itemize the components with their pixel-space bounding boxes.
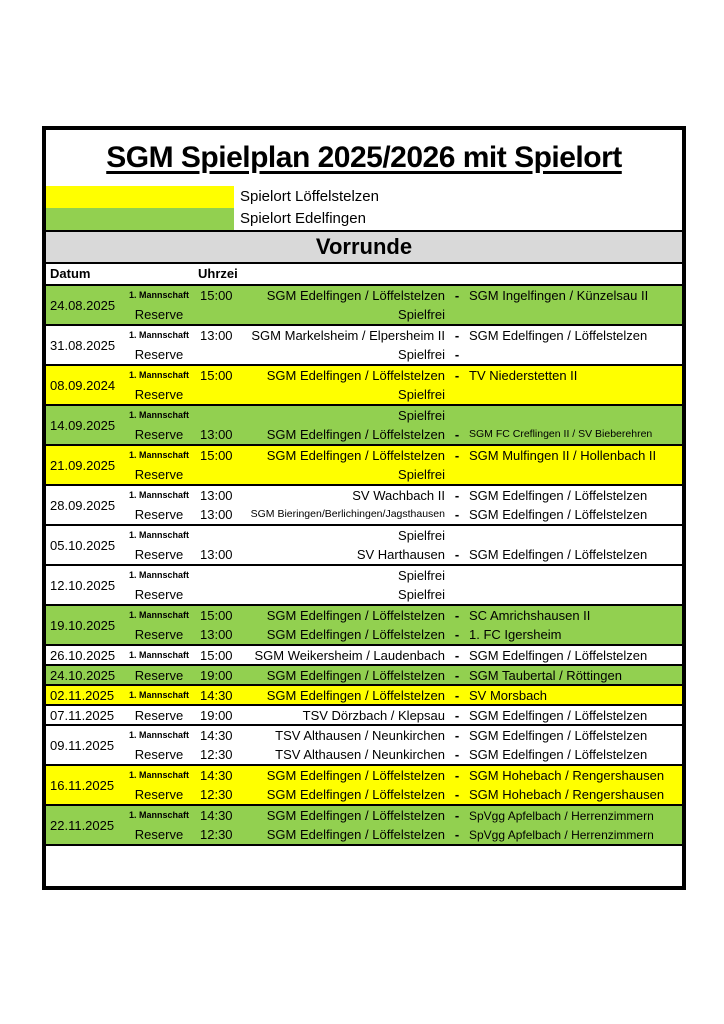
- away-team: SGM Taubertal / Röttingen: [469, 667, 622, 683]
- match-line: [124, 766, 682, 785]
- match-line: [124, 625, 682, 644]
- home-team: SGM Edelfingen / Löffelstelzen: [266, 627, 445, 642]
- home-team: SGM Edelfingen / Löffelstelzen: [266, 608, 445, 623]
- away-team: SGM Edelfingen / Löffelstelzen: [469, 328, 648, 343]
- match-date: 14.09.2025: [50, 417, 116, 433]
- home-team: SGM Edelfingen / Löffelstelzen: [266, 667, 445, 683]
- empty-footer-row: [46, 844, 682, 886]
- kickoff-time: 14:30: [200, 768, 233, 783]
- schedule-group: [46, 404, 682, 444]
- team-label-reserve: Reserve: [134, 507, 184, 522]
- match-line: [124, 505, 682, 524]
- match-lines: [124, 686, 682, 704]
- home-team: SGM Edelfingen / Löffelstelzen: [266, 808, 445, 823]
- home-team: Spielfrei: [398, 408, 445, 423]
- match-lines: [124, 486, 682, 524]
- schedule-group: [46, 286, 682, 324]
- team-label-reserve: Reserve: [134, 547, 184, 562]
- team-label-first: 1. Mannschaft: [128, 810, 189, 820]
- match-lines: [124, 406, 682, 444]
- team-label-reserve: Reserve: [134, 747, 184, 762]
- match-date: 21.09.2025: [50, 457, 116, 473]
- match-date: 12.10.2025: [50, 577, 116, 593]
- kickoff-time: 12:30: [200, 787, 233, 802]
- away-team: SGM Edelfingen / Löffelstelzen: [469, 728, 648, 743]
- match-date: 05.10.2025: [50, 537, 116, 553]
- away-team: SGM Edelfingen / Löffelstelzen: [469, 747, 648, 762]
- match-date: 26.10.2025: [50, 647, 116, 663]
- kickoff-time: 12:30: [200, 827, 233, 842]
- home-team: TSV Althausen / Neunkirchen: [275, 747, 445, 762]
- kickoff-time: 13:00: [200, 507, 233, 522]
- away-team: SpVgg Apfelbach / Herrenzimmern: [469, 808, 654, 823]
- kickoff-time: 14:30: [200, 687, 233, 703]
- match-line: [124, 425, 682, 444]
- versus-separator: -: [454, 427, 460, 442]
- match-line: [124, 606, 682, 625]
- match-date: 16.11.2025: [50, 777, 115, 793]
- match-date: 28.09.2025: [50, 497, 116, 513]
- away-team: SGM Edelfingen / Löffelstelzen: [469, 647, 648, 663]
- kickoff-time: 13:00: [200, 488, 233, 503]
- schedule-group: [46, 644, 682, 664]
- home-team: SGM Edelfingen / Löffelstelzen: [266, 687, 445, 703]
- match-lines: [124, 706, 682, 724]
- away-team: SGM Mulfingen II / Hollenbach II: [469, 448, 657, 463]
- versus-separator: -: [454, 787, 460, 802]
- team-label-reserve: Reserve: [134, 347, 184, 362]
- home-team: Spielfrei: [398, 387, 445, 402]
- legend-label: Spielort Löffelstelzen: [240, 188, 379, 205]
- match-lines: [124, 766, 682, 804]
- team-label-reserve: Reserve: [134, 627, 184, 642]
- match-line: [124, 465, 682, 484]
- kickoff-time: 15:00: [200, 288, 233, 303]
- legend-row: [46, 186, 682, 208]
- schedule-group: [46, 364, 682, 404]
- away-team: 1. FC Igersheim: [469, 627, 562, 642]
- home-team: Spielfrei: [398, 467, 445, 482]
- match-line: [124, 326, 682, 345]
- match-date: 08.09.2024: [50, 377, 116, 393]
- home-team: SV Harthausen: [356, 547, 445, 562]
- versus-separator: -: [454, 288, 460, 303]
- schedule-group: [46, 764, 682, 804]
- home-team: SGM Edelfingen / Löffelstelzen: [266, 448, 445, 463]
- versus-separator: -: [454, 687, 460, 703]
- match-lines: [124, 566, 682, 604]
- away-team: SGM Edelfingen / Löffelstelzen: [469, 507, 648, 522]
- match-lines: [124, 366, 682, 404]
- team-label-first: 1. Mannschaft: [128, 490, 189, 500]
- match-line: [124, 385, 682, 404]
- away-team: SV Morsbach: [469, 687, 548, 703]
- match-date: 19.10.2025: [50, 617, 116, 633]
- section-title: Vorrunde: [315, 234, 413, 259]
- home-team: Spielfrei: [398, 528, 445, 543]
- away-team: SGM Hohebach / Rengershausen: [469, 768, 665, 783]
- home-team: SGM Markelsheim / Elpersheim II: [251, 328, 445, 343]
- legend-color-swatch-0: [46, 186, 234, 208]
- match-date: 24.08.2025: [50, 297, 116, 313]
- team-label-first: 1. Mannschaft: [128, 410, 189, 420]
- match-lines: [124, 526, 682, 564]
- home-team: SGM Edelfingen / Löffelstelzen: [266, 827, 445, 842]
- kickoff-time: 14:30: [200, 808, 233, 823]
- kickoff-time: 15:00: [200, 608, 233, 623]
- match-line: [124, 566, 682, 585]
- match-line: [124, 806, 682, 825]
- versus-separator: -: [454, 608, 460, 623]
- match-line: [124, 366, 682, 385]
- versus-separator: -: [454, 647, 460, 663]
- kickoff-time: 13:00: [200, 328, 233, 343]
- kickoff-time: 15:00: [200, 448, 233, 463]
- match-line: [124, 666, 682, 684]
- away-team: SGM Edelfingen / Löffelstelzen: [469, 488, 648, 503]
- team-label-first: 1. Mannschaft: [128, 330, 189, 340]
- home-team: Spielfrei: [398, 568, 445, 583]
- kickoff-time: 15:00: [200, 368, 233, 383]
- away-team: SpVgg Apfelbach / Herrenzimmern: [469, 827, 654, 842]
- team-label-reserve: Reserve: [134, 667, 184, 683]
- column-header-date: Datum: [50, 266, 91, 281]
- match-line: [124, 486, 682, 505]
- match-date: 09.11.2025: [50, 737, 115, 753]
- versus-separator: -: [454, 667, 460, 683]
- home-team: Spielfrei: [398, 307, 445, 322]
- match-lines: [124, 326, 682, 364]
- versus-separator: -: [454, 768, 460, 783]
- kickoff-time: 13:00: [200, 427, 233, 442]
- match-line: [124, 526, 682, 545]
- home-team: SGM Edelfingen / Löffelstelzen: [266, 427, 445, 442]
- title-row: [46, 130, 682, 186]
- section-bar: [46, 230, 682, 264]
- match-line: [124, 446, 682, 465]
- column-header-time: Uhrzei: [198, 266, 238, 281]
- home-team: SGM Edelfingen / Löffelstelzen: [266, 288, 445, 303]
- schedule-group: [46, 724, 682, 764]
- home-team: SV Wachbach II: [352, 488, 445, 503]
- match-lines: [124, 446, 682, 484]
- match-lines: [124, 806, 682, 844]
- versus-separator: -: [454, 707, 460, 723]
- versus-separator: -: [454, 808, 460, 823]
- match-line: [124, 785, 682, 804]
- versus-separator: -: [454, 728, 460, 743]
- kickoff-time: 15:00: [200, 647, 233, 663]
- legend: [46, 186, 682, 230]
- team-label-first: 1. Mannschaft: [128, 370, 189, 380]
- versus-separator: -: [454, 347, 460, 362]
- team-label-first: 1. Mannschaft: [128, 649, 189, 660]
- legend-color-swatch-1: [46, 208, 234, 230]
- away-team: SGM FC Creflingen II / SV Bieberehren: [469, 428, 653, 441]
- match-line: [124, 345, 682, 364]
- versus-separator: -: [454, 328, 460, 343]
- team-label-reserve: Reserve: [134, 387, 184, 402]
- schedule-group: [46, 444, 682, 484]
- kickoff-time: 13:00: [200, 627, 233, 642]
- match-line: [124, 706, 682, 724]
- match-lines: [124, 666, 682, 684]
- schedule-group: [46, 564, 682, 604]
- page-title: SGM Spielplan 2025/2026 mit Spielort: [106, 141, 622, 174]
- away-team: SGM Ingelfingen / Künzelsau II: [469, 288, 649, 303]
- home-team: SGM Bieringen/Berlichingen/Jagsthausen: [250, 508, 445, 521]
- match-date: 24.10.2025: [50, 667, 116, 683]
- match-line: [124, 825, 682, 844]
- versus-separator: -: [454, 368, 460, 383]
- match-line: [124, 686, 682, 704]
- match-lines: [124, 646, 682, 664]
- team-label-first: 1. Mannschaft: [128, 610, 189, 620]
- schedule-group: [46, 604, 682, 644]
- match-line: [124, 726, 682, 745]
- home-team: TSV Dörzbach / Klepsau: [302, 707, 445, 723]
- schedule-group: [46, 684, 682, 704]
- away-team: SGM Hohebach / Rengershausen: [469, 787, 665, 802]
- schedule-group: [46, 484, 682, 524]
- match-line: [124, 646, 682, 664]
- team-label-first: 1. Mannschaft: [128, 689, 189, 700]
- match-line: [124, 406, 682, 425]
- kickoff-time: 19:00: [200, 667, 233, 683]
- match-date: 31.08.2025: [50, 337, 116, 353]
- schedule-table: [42, 126, 686, 890]
- home-team: SGM Edelfingen / Löffelstelzen: [266, 787, 445, 802]
- kickoff-time: 12:30: [200, 747, 233, 762]
- legend-row: [46, 208, 682, 230]
- match-lines: [124, 606, 682, 644]
- match-line: [124, 286, 682, 305]
- schedule-group: [46, 704, 682, 724]
- versus-separator: -: [454, 488, 460, 503]
- kickoff-time: 14:30: [200, 728, 233, 743]
- team-label-reserve: Reserve: [134, 787, 184, 802]
- versus-separator: -: [454, 747, 460, 762]
- home-team: SGM Edelfingen / Löffelstelzen: [266, 768, 445, 783]
- team-label-first: 1. Mannschaft: [128, 290, 189, 300]
- schedule-group: [46, 324, 682, 364]
- home-team: Spielfrei: [398, 347, 445, 362]
- schedule-group: [46, 664, 682, 684]
- legend-label: Spielort Edelfingen: [240, 210, 366, 227]
- match-line: [124, 305, 682, 324]
- away-team: SGM Edelfingen / Löffelstelzen: [469, 707, 648, 723]
- match-date: 02.11.2025: [50, 687, 115, 703]
- team-label-reserve: Reserve: [134, 707, 184, 723]
- team-label-reserve: Reserve: [134, 587, 184, 602]
- kickoff-time: 19:00: [200, 707, 233, 723]
- home-team: SGM Edelfingen / Löffelstelzen: [266, 368, 445, 383]
- versus-separator: -: [454, 827, 460, 842]
- match-lines: [124, 726, 682, 764]
- team-label-reserve: Reserve: [134, 307, 184, 322]
- kickoff-time: 13:00: [200, 547, 233, 562]
- away-team: TV Niederstetten II: [469, 368, 578, 383]
- team-label-first: 1. Mannschaft: [128, 770, 189, 780]
- match-date: 07.11.2025: [50, 707, 115, 723]
- team-label-reserve: Reserve: [134, 467, 184, 482]
- team-label-first: 1. Mannschaft: [128, 530, 189, 540]
- team-label-first: 1. Mannschaft: [128, 730, 189, 740]
- versus-separator: -: [454, 448, 460, 463]
- team-label-first: 1. Mannschaft: [128, 450, 189, 460]
- versus-separator: -: [454, 627, 460, 642]
- home-team: TSV Althausen / Neunkirchen: [275, 728, 445, 743]
- schedule-group: [46, 804, 682, 844]
- away-team: SC Amrichshausen II: [469, 608, 591, 623]
- match-lines: [124, 286, 682, 324]
- match-date: 22.11.2025: [50, 817, 115, 833]
- match-line: [124, 745, 682, 764]
- match-line: [124, 545, 682, 564]
- schedule-group: [46, 524, 682, 564]
- team-label-reserve: Reserve: [134, 827, 184, 842]
- home-team: SGM Weikersheim / Laudenbach: [254, 647, 445, 663]
- away-team: SGM Edelfingen / Löffelstelzen: [469, 547, 648, 562]
- team-label-reserve: Reserve: [134, 427, 184, 442]
- team-label-first: 1. Mannschaft: [128, 570, 189, 580]
- column-header-row: [46, 264, 682, 286]
- home-team: Spielfrei: [398, 587, 445, 602]
- versus-separator: -: [454, 547, 460, 562]
- match-line: [124, 585, 682, 604]
- versus-separator: -: [454, 507, 460, 522]
